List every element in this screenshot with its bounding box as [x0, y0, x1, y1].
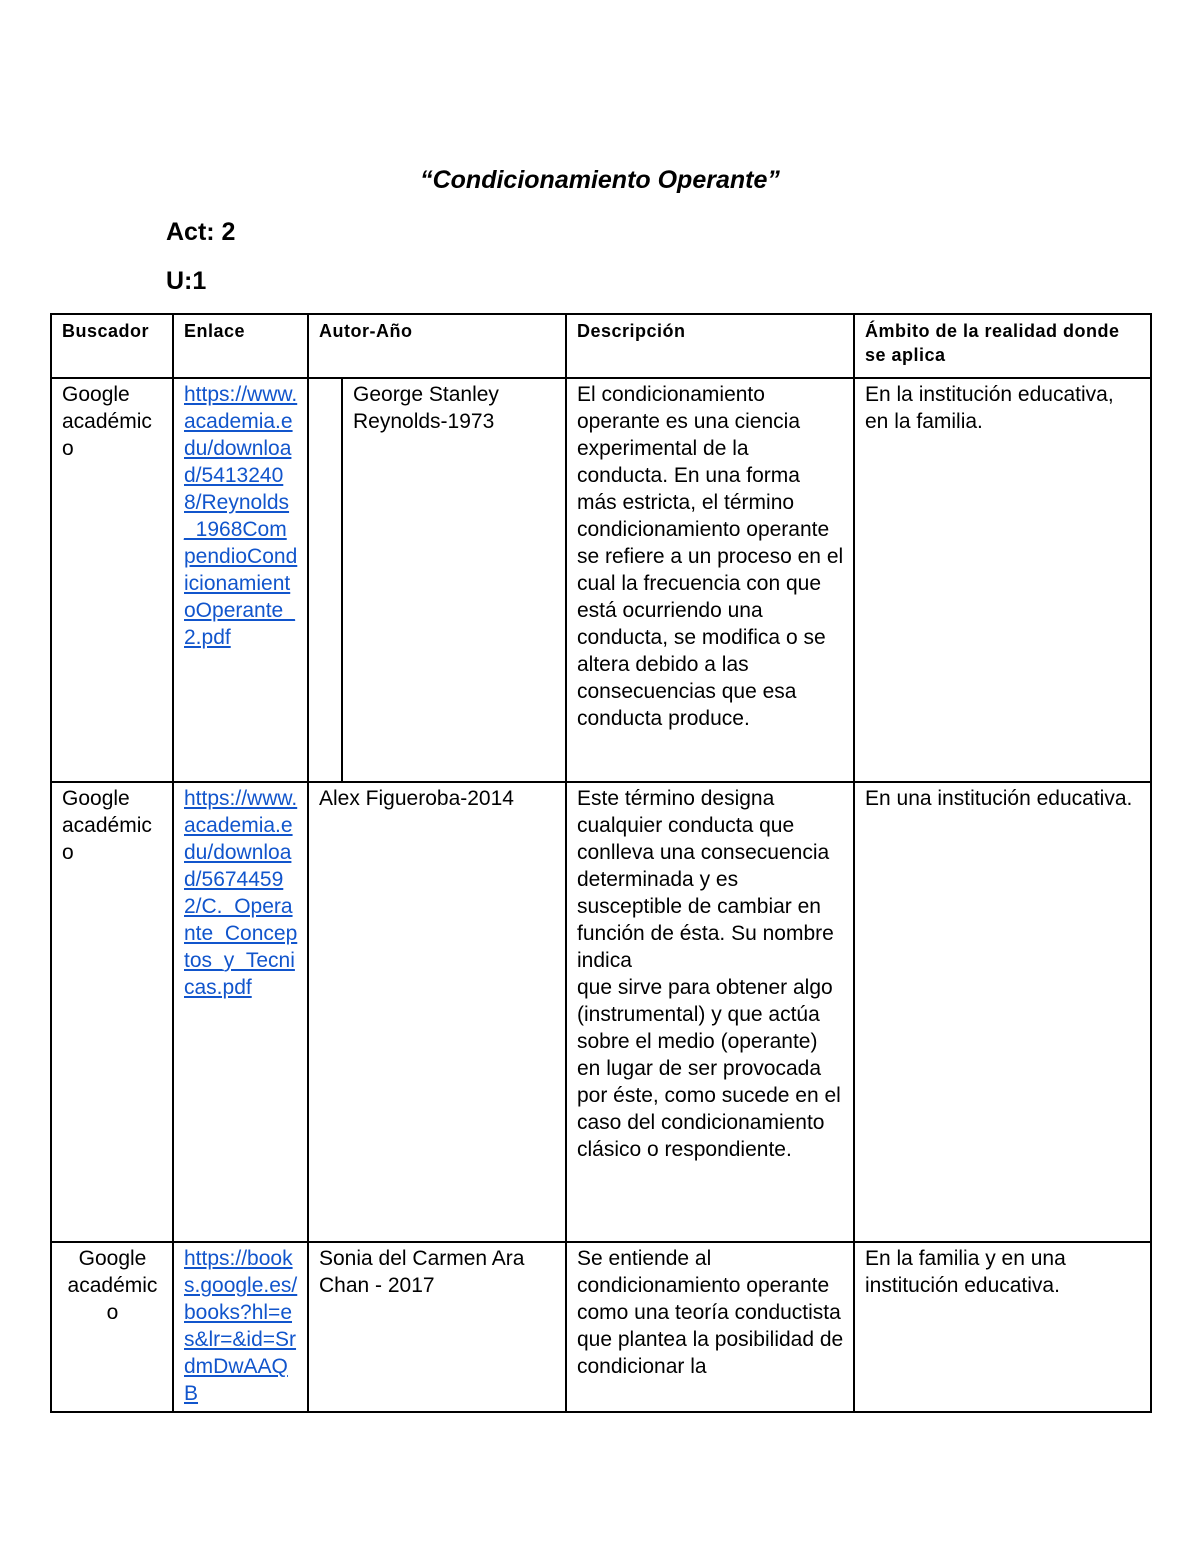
table-row — [51, 1242, 1151, 1412]
cell-enlace — [173, 782, 308, 1242]
source-link[interactable]: https://www.academia.edu/download/54132408/Reynolds_1968CompendioCondicionamientoOperante_2.pdf — [184, 383, 298, 649]
table-header-row — [51, 314, 1151, 378]
cell-enlace — [173, 378, 308, 782]
cell-buscador: Google académico — [51, 1242, 173, 1412]
cell-descripcion: El condicionamiento operante es una ciencia experimental de la conducta. En una forma más estricta, el término condicionamiento operante se refiere a un proceso en el cual la frecuencia con que está ocurriendo una conducta, se modifica o se altera debido a las consecuencias que esa conducta produce. — [566, 378, 854, 782]
cell-ambito: En la familia y en una institución educativa. — [854, 1242, 1151, 1412]
table-row — [51, 782, 1151, 1242]
unit-label: U:1 — [166, 267, 207, 295]
description-paragraph: Este término designa cualquier conducta que conlleva una consecuencia determinada y es susceptible de cambiar en función de ésta. Su nombre indica — [577, 787, 834, 972]
cell-autor: Sonia del Carmen Ara Chan - 2017 — [308, 1242, 566, 1412]
cell-ambito: En una institución educativa. — [854, 782, 1151, 1242]
cell-descripcion: Se entiende al condicionamiento operante como una teoría conductista que plantea la posibilidad de condicionar la — [566, 1242, 854, 1412]
source-link[interactable]: https://books.google.es/books?hl=es&lr=&id=SrdmDwAAQB — [184, 1247, 298, 1405]
header-ambito: Ámbito de la realidad donde se aplica — [854, 314, 1151, 378]
cell-buscador: Google académico — [51, 782, 173, 1242]
cell-autor: Alex Figueroba-2014 — [308, 782, 566, 1242]
header-buscador: Buscador — [51, 314, 173, 378]
sources-table — [50, 313, 1152, 1413]
cell-autor: George Stanley Reynolds-1973 — [308, 378, 566, 782]
document-title: “Condicionamiento Operante” — [420, 166, 780, 194]
header-enlace: Enlace — [173, 314, 308, 378]
activity-label: Act: 2 — [166, 218, 236, 246]
cell-divider — [309, 379, 343, 781]
cell-buscador: Google académico — [51, 378, 173, 782]
header-descripcion: Descripción — [566, 314, 854, 378]
cell-enlace — [173, 1242, 308, 1412]
description-paragraph: en lugar de ser provocada por éste, como sucede en el caso del condicionamiento clásico o respondiente. — [577, 1057, 841, 1161]
header-autor: Autor-Año — [308, 314, 566, 378]
cell-ambito: En la institución educativa, en la familia. — [854, 378, 1151, 782]
description-paragraph: que sirve para obtener algo (instrumental) y que actúa sobre el medio (operante) — [577, 976, 833, 1053]
table-row — [51, 378, 1151, 782]
source-link[interactable]: https://www.academia.edu/download/56744592/C._Operante_Conceptos_y_Tecnicas.pdf — [184, 787, 298, 999]
cell-descripcion — [566, 782, 854, 1242]
